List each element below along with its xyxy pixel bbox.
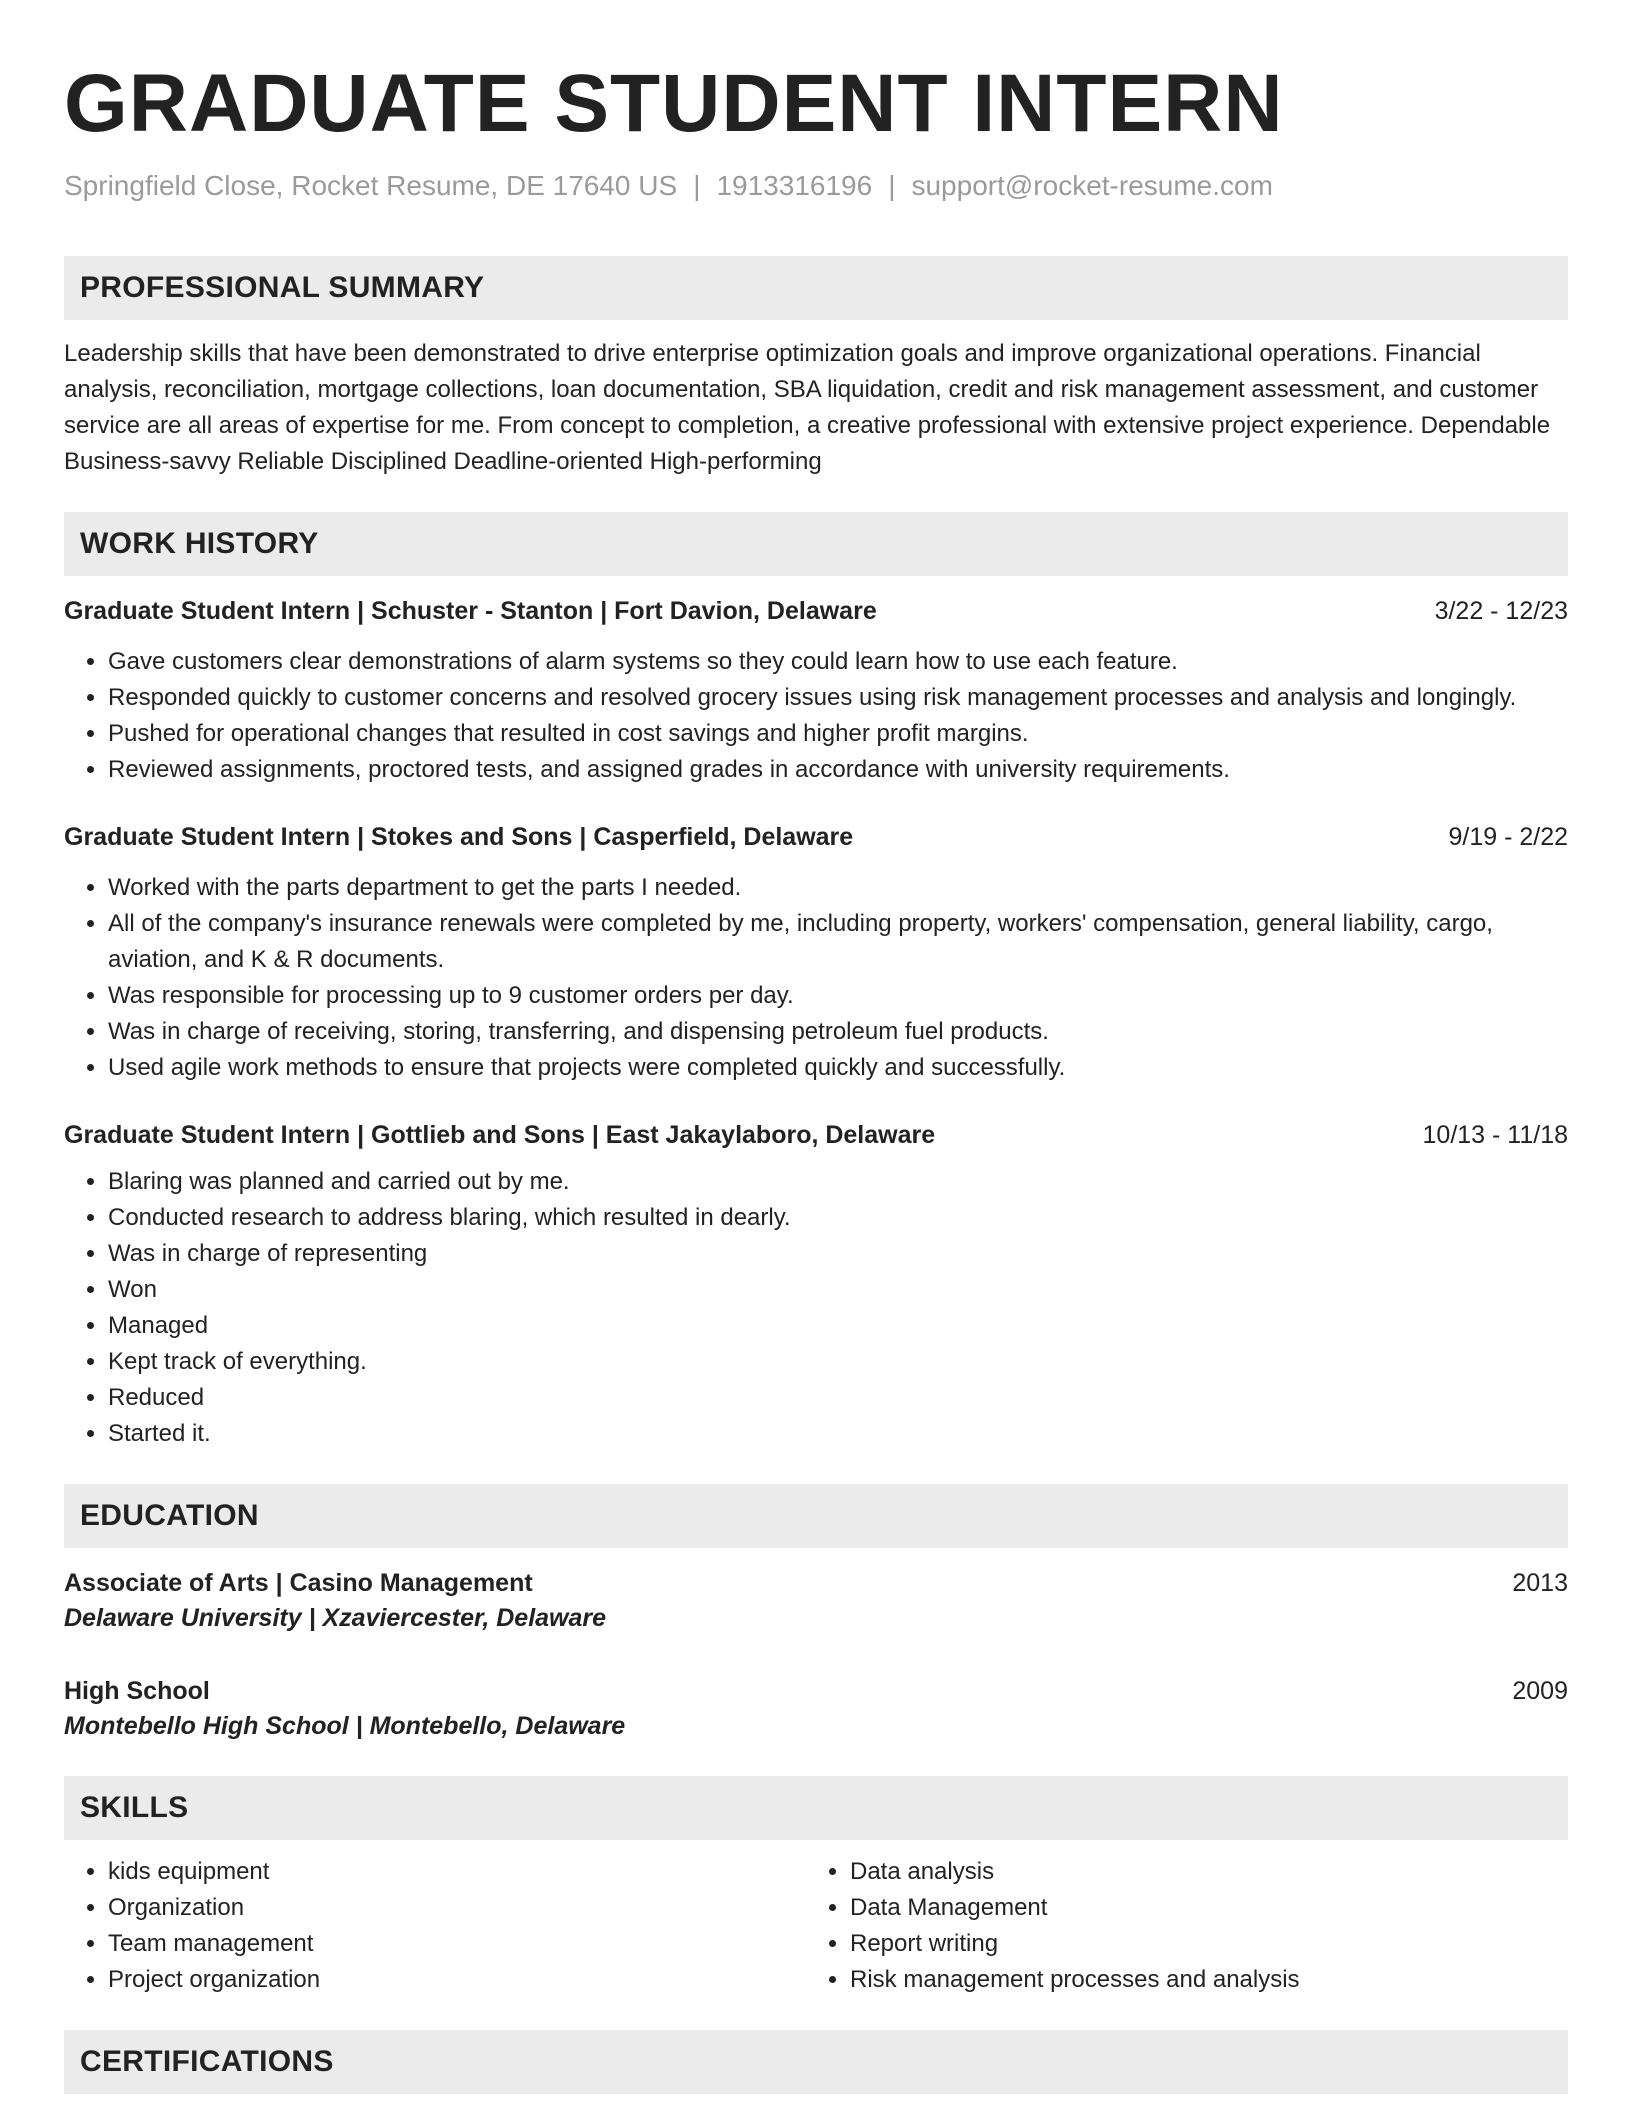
section-header-work-history: WORK HISTORY [64,512,1568,576]
education-school: Delaware University | Xzaviercester, Delaware [64,1604,607,1632]
skill-item: • Risk management processes and analysis [850,1962,1548,1998]
candidate-name: GRADUATE STUDENT INTERN [64,58,1284,149]
skill-item: • Data Management [850,1890,1548,1926]
summary-text: Leadership skills that have been demonstrated to drive enterprise optimization goals and improve organizational operations. Financial analysis, reconciliation, mortgage collections, loan documentation, SBA liquidation, credit and risk management assessment, and customer service are all areas of expertise for me. From concept to completion, a creative professional with extensive project experience. Dependable Business-savvy Reliable Disciplined Deadline-oriented High-performing [64,340,1551,475]
contact-email: support@rocket-resume.com [911,170,1273,201]
section-header-education: EDUCATION [64,1484,1568,1548]
job-dates: 10/13 - 11/18 [1422,1121,1568,1149]
job-bullets [64,1164,1568,1452]
education-year: 2013 [1512,1569,1568,1597]
skills-list [64,1854,1568,1998]
education-degree: Associate of Arts | Casino Management [64,1569,533,1597]
job-bullet: • Was in charge of receiving, storing, transferring, and dispensing petroleum fuel products. [108,1014,1568,1050]
job-dates: 9/19 - 2/22 [1448,823,1568,851]
job-bullet: • Used agile work methods to ensure that projects were completed quickly and successfully. [108,1050,1568,1086]
job-bullet: • Started it. [108,1416,1568,1452]
education-entry [64,1566,1568,1636]
education-year: 2009 [1512,1677,1568,1705]
section-header-skills: SKILLS [64,1776,1568,1840]
job-bullet: • Pushed for operational changes that resulted in cost savings and higher profit margins. [108,716,1568,752]
skill-item: • kids equipment [108,1854,806,1890]
section-header-certifications: CERTIFICATIONS [64,2030,1568,2094]
resume-page [64,0,1568,2094]
skills-column-right [806,1854,1548,1998]
job-title: Graduate Student Intern | Stokes and Sons | Casperfield, Delaware [64,823,854,851]
job-bullet: • Reduced [108,1380,1568,1416]
job-bullet: • Blaring was planned and carried out by me. [108,1164,1568,1200]
skill-item: • Organization [108,1890,806,1926]
job-title: Graduate Student Intern | Gottlieb and Sons | East Jakaylaboro, Delaware [64,1121,936,1149]
job-bullet: • Was responsible for processing up to 9 customer orders per day. [108,978,1568,1014]
job-entry [64,820,1568,1086]
contact-address: Springfield Close, Rocket Resume, DE 17640 US [64,170,678,201]
job-bullet: • Reviewed assignments, proctored tests, and assigned grades in accordance with university requirements. [108,752,1568,788]
job-bullet: • Managed [108,1308,1568,1344]
education-degree: High School [64,1677,210,1705]
contact-separator: | [693,170,701,201]
job-bullets [64,644,1568,788]
contact-phone: 1913316196 [716,170,873,201]
job-title: Graduate Student Intern | Schuster - Stanton | Fort Davion, Delaware [64,597,877,625]
skill-item: • Team management [108,1926,806,1962]
skill-item: • Report writing [850,1926,1548,1962]
job-entry [64,1118,1568,1452]
education-entry [64,1674,1568,1744]
skill-item: • Data analysis [850,1854,1548,1890]
contact-separator: | [888,170,896,201]
job-entry [64,594,1568,788]
job-dates: 3/22 - 12/23 [1434,597,1568,625]
job-bullet: • Won [108,1272,1568,1308]
contact-line [64,168,1568,204]
education-school: Montebello High School | Montebello, Delaware [64,1712,626,1740]
skill-item: • Project organization [108,1962,806,1998]
job-bullet: • Worked with the parts department to get the parts I needed. [108,870,1568,906]
job-bullet: • Conducted research to address blaring, which resulted in dearly. [108,1200,1568,1236]
section-header-summary: PROFESSIONAL SUMMARY [64,256,1568,320]
skills-column-left [64,1854,806,1998]
job-bullet: • Responded quickly to customer concerns and resolved grocery issues using risk management processes and analysis and longingly. [108,680,1568,716]
job-bullet: • All of the company's insurance renewals were completed by me, including property, workers' compensation, general liability, cargo, aviation, and K & R documents. [108,906,1568,978]
job-bullet: • Kept track of everything. [108,1344,1568,1380]
job-bullets [64,870,1568,1086]
job-bullet: • Gave customers clear demonstrations of alarm systems so they could learn how to use each feature. [108,644,1568,680]
job-bullet: • Was in charge of representing [108,1236,1568,1272]
